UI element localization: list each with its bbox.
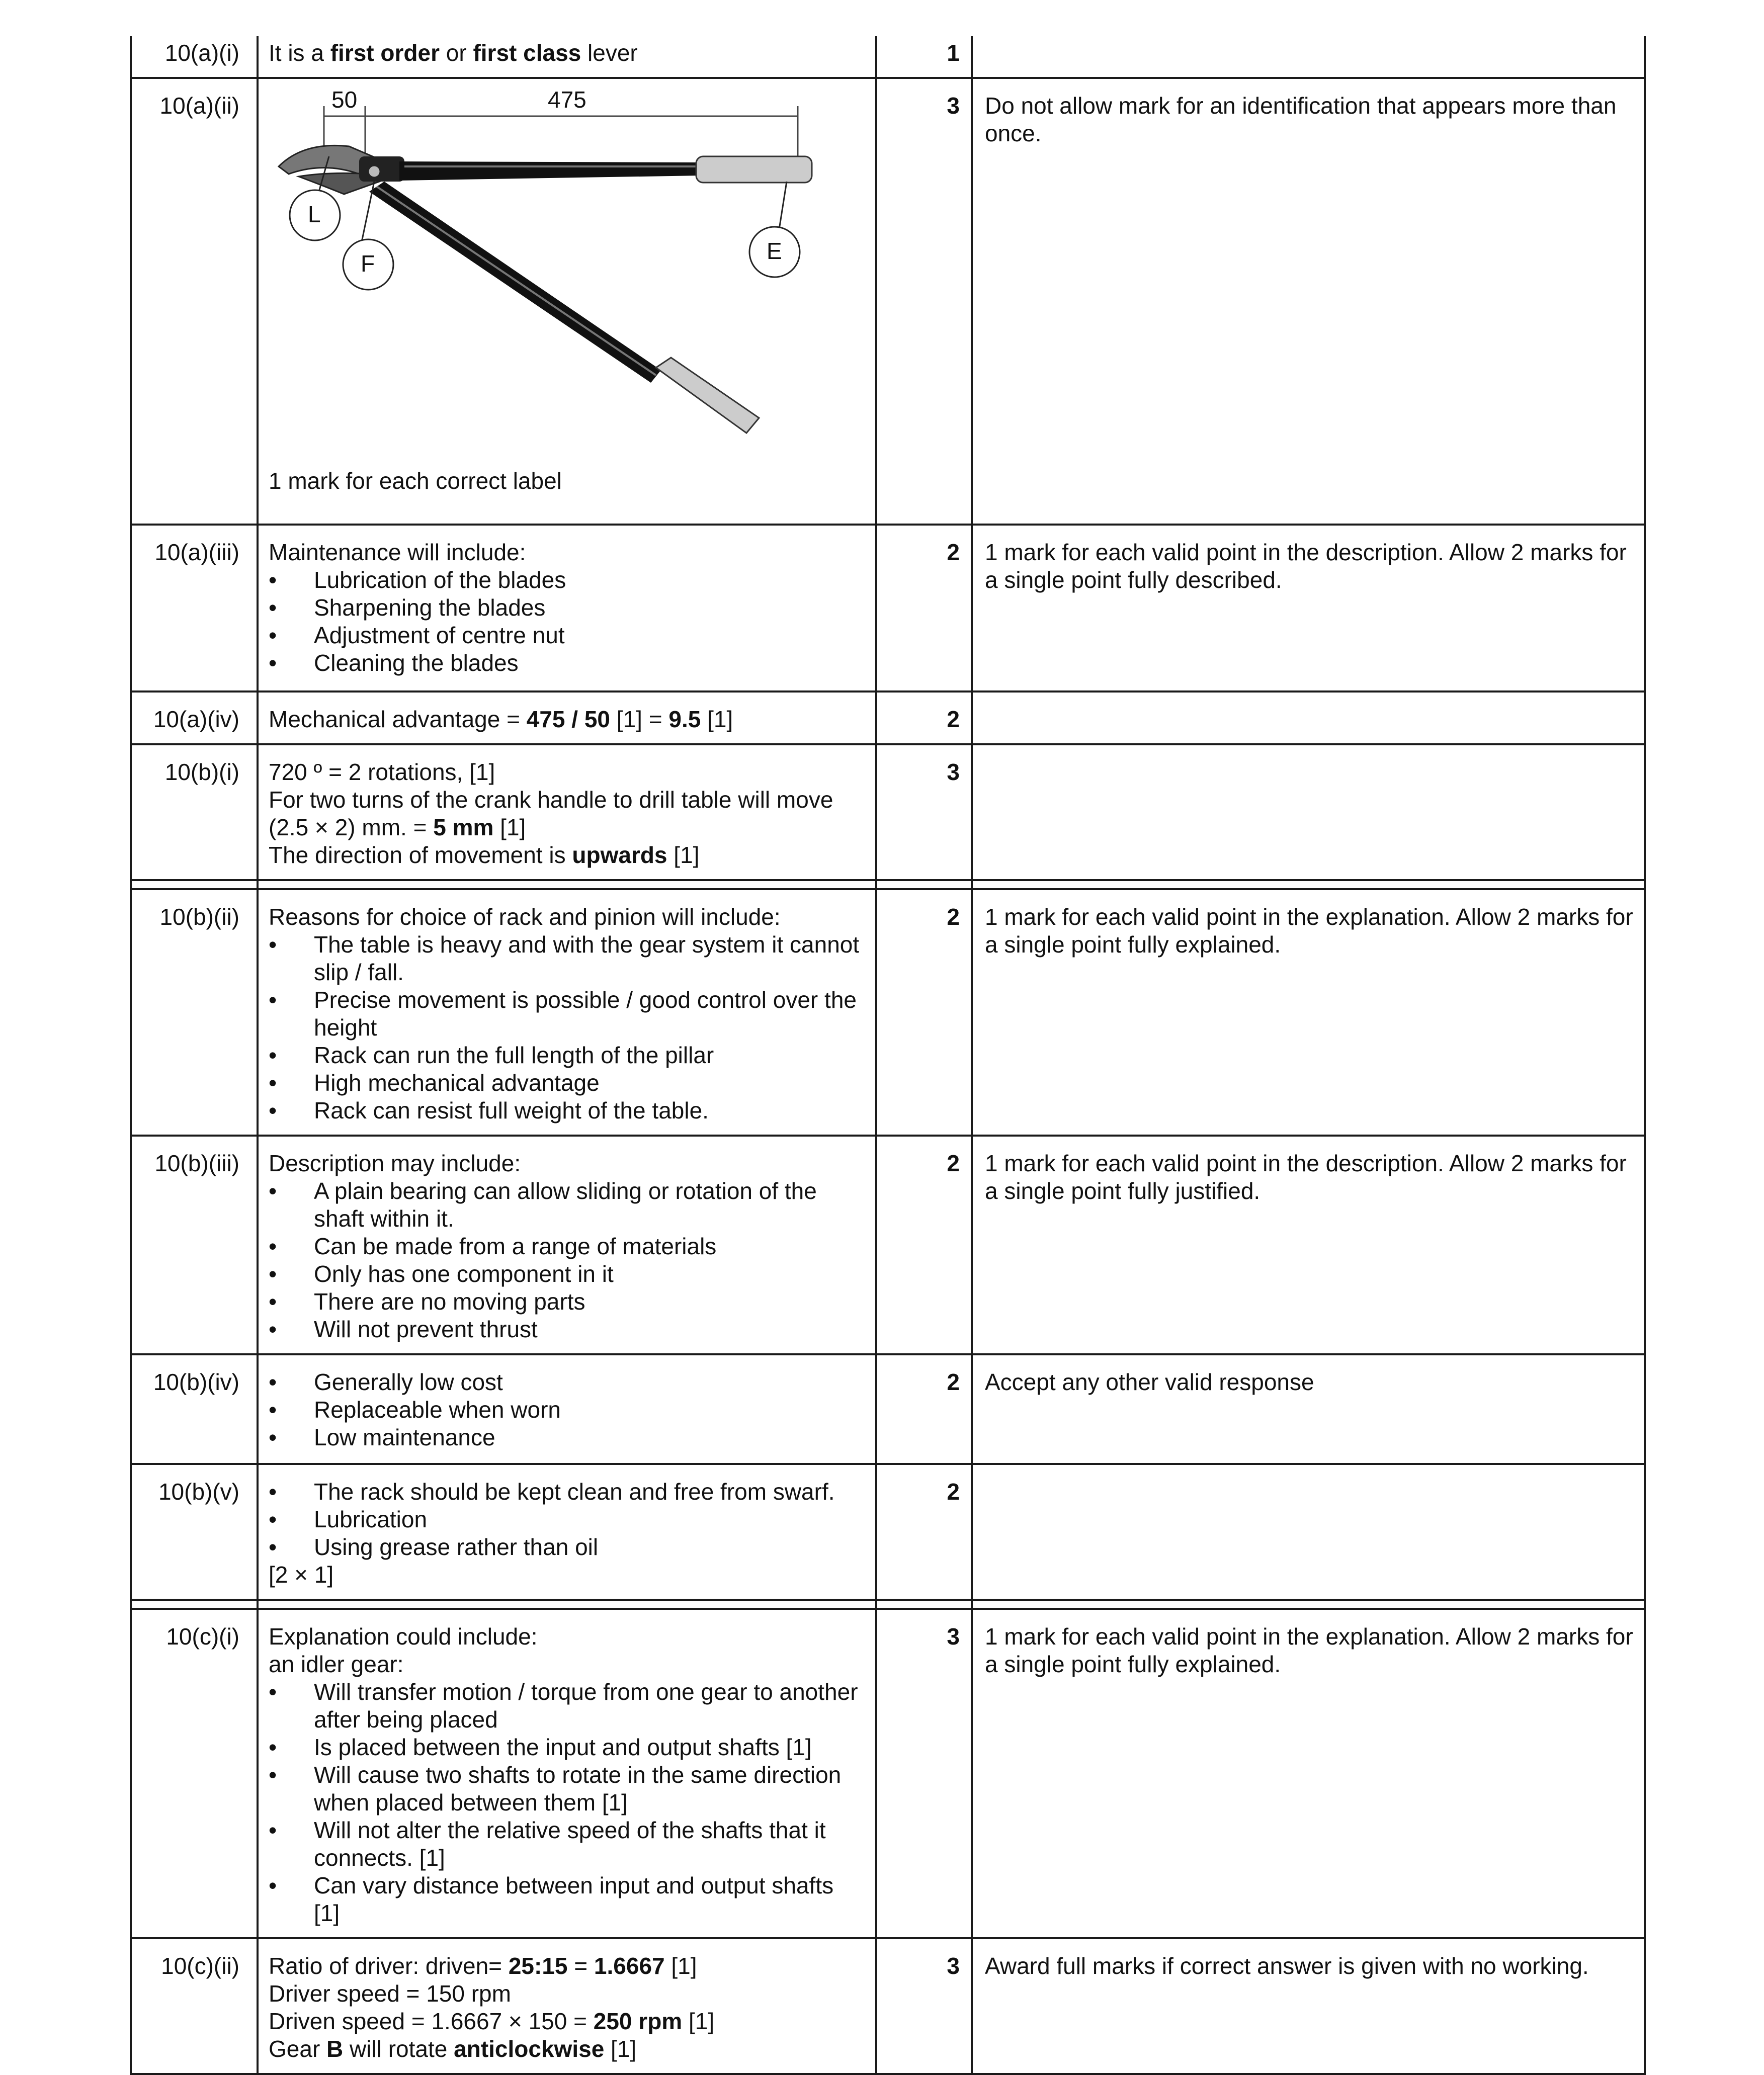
list-item: • Will transfer motion / torque from one gear to another after being placed <box>269 1678 865 1734</box>
answer-text: For two turns of the crank handle to drill table will move (2.5 × 2) mm. = <box>269 787 833 840</box>
effort-label: E <box>767 238 782 264</box>
answer-text: Driver speed = 150 rpm <box>269 1980 511 2007</box>
answer-text: [1] <box>664 1953 697 1979</box>
table-row <box>131 525 1645 691</box>
guidance-cell: 1 mark for each valid point in the description. Allow 2 marks for a single point fully justified. <box>972 1136 1645 1354</box>
table-row <box>131 78 1645 525</box>
answer-cell <box>258 744 876 880</box>
list-item: • Will not alter the relative speed of the shafts that it connects. [1] <box>269 1817 865 1872</box>
answer-text: 720 º = 2 rotations, [1] <box>269 759 495 785</box>
table-row <box>131 1464 1645 1600</box>
answer-key-term: 25:15 <box>508 1953 568 1979</box>
question-number: 10(a)(i) <box>131 36 258 78</box>
fulcrum-label: F <box>361 250 375 277</box>
answer-text: = <box>567 1953 594 1979</box>
table-row <box>131 1136 1645 1354</box>
table-row <box>131 744 1645 880</box>
question-number: 10(a)(iii) <box>131 525 258 691</box>
answer-text: Ratio of driver: driven= <box>269 1953 509 1979</box>
row-separator <box>131 1600 1645 1609</box>
answer-text: [1] <box>682 2008 715 2034</box>
answer-text <box>269 1952 865 1980</box>
guidance-cell <box>972 691 1645 744</box>
marks-cell: 2 <box>876 691 972 744</box>
guidance-cell: Do not allow mark for an identification that appears more than once. <box>972 78 1645 525</box>
list-item: • Rack can resist full weight of the table. <box>269 1097 865 1125</box>
marks-cell: 3 <box>876 744 972 880</box>
list-item: • Only has one component in it <box>269 1260 865 1288</box>
marks-cell: 2 <box>876 1464 972 1600</box>
answer-key-term: first class <box>473 40 581 66</box>
table-row <box>131 1938 1645 2074</box>
mark-scheme-table <box>130 36 1646 2075</box>
answer-text: Driven speed = 1.6667 × 150 = <box>269 2008 594 2034</box>
answer-text <box>269 786 865 841</box>
question-number: 10(a)(ii) <box>131 78 258 525</box>
marks-cell: 2 <box>876 1136 972 1354</box>
question-number: 10(b)(iv) <box>131 1354 258 1464</box>
guidance-cell: 1 mark for each valid point in the description. Allow 2 marks for a single point fully described. <box>972 525 1645 691</box>
list-item: • Sharpening the blades <box>269 594 865 622</box>
list-item: • Cleaning the blades <box>269 649 865 677</box>
answer-key-term: 250 rpm <box>593 2008 683 2034</box>
answer-key-term: B <box>326 2036 344 2062</box>
list-item: • Replaceable when worn <box>269 1396 865 1424</box>
dimension-label: 475 <box>548 87 586 113</box>
answer-text <box>269 2035 865 2063</box>
answer-cell <box>258 1136 876 1354</box>
question-number: 10(b)(v) <box>131 1464 258 1600</box>
list-item: • Adjustment of centre nut <box>269 622 865 649</box>
list-item: • High mechanical advantage <box>269 1069 865 1097</box>
guidance-cell: Award full marks if correct answer is given with no working. <box>972 1938 1645 2074</box>
list-item: • Will cause two shafts to rotate in the same direction when placed between them [1] <box>269 1761 865 1817</box>
list-item: • Rack can run the full length of the pillar <box>269 1042 865 1069</box>
list-item: • Can be made from a range of materials <box>269 1233 865 1260</box>
answer-text: [1] <box>701 706 733 732</box>
guidance-cell <box>972 1464 1645 1600</box>
answer-key-term: 475 / 50 <box>526 706 611 732</box>
answer-cell <box>258 889 876 1136</box>
marks-cell: 3 <box>876 1609 972 1938</box>
list-item: • Lubrication <box>269 1506 865 1533</box>
table-row <box>131 691 1645 744</box>
answer-points <box>269 931 865 1125</box>
answer-text: The direction of movement is <box>269 842 572 868</box>
list-item: • Using grease rather than oil <box>269 1533 865 1561</box>
list-item: • Can vary distance between input and output shafts [1] <box>269 1872 865 1927</box>
answer-text: [1] = <box>610 706 669 732</box>
list-item: • Low maintenance <box>269 1424 865 1451</box>
answer-intro: an idler gear: <box>269 1651 404 1677</box>
answer-cell <box>258 1938 876 2074</box>
answer-cell <box>258 78 876 525</box>
answer-cell <box>258 36 876 78</box>
dimension-label: 50 <box>331 87 358 113</box>
mark-allocation: [2 × 1] <box>269 1562 334 1588</box>
answer-text: Mechanical advantage = <box>269 706 527 732</box>
answer-text: [1] <box>604 2036 637 2062</box>
lopper-diagram <box>269 86 872 458</box>
guidance-cell <box>972 36 1645 78</box>
list-item: • Is placed between the input and output shafts [1] <box>269 1734 865 1761</box>
list-item: • Generally low cost <box>269 1368 865 1396</box>
row-separator <box>131 880 1645 889</box>
answer-cell <box>258 1354 876 1464</box>
answer-text: It is a <box>269 40 330 66</box>
table-row <box>131 1609 1645 1938</box>
answer-intro: Description may include: <box>269 1150 521 1176</box>
lopper-illustration <box>269 86 872 458</box>
marks-cell: 3 <box>876 1938 972 2074</box>
marks-cell: 2 <box>876 1354 972 1464</box>
answer-points <box>269 1368 865 1451</box>
question-number: 10(b)(iii) <box>131 1136 258 1354</box>
list-item: • There are no moving parts <box>269 1288 865 1316</box>
answer-text: [1] <box>493 814 526 840</box>
marks-cell: 2 <box>876 889 972 1136</box>
question-number: 10(c)(i) <box>131 1609 258 1938</box>
answer-text: [1] <box>667 842 700 868</box>
answer-text <box>269 841 865 869</box>
question-number: 10(c)(ii) <box>131 1938 258 2074</box>
list-item: • The table is heavy and with the gear system it cannot slip / fall. <box>269 931 865 986</box>
list-item: • Precise movement is possible / good control over the height <box>269 986 865 1042</box>
list-item: • Will not prevent thrust <box>269 1316 865 1343</box>
answer-points <box>269 566 865 677</box>
answer-text: lever <box>581 40 638 66</box>
answer-cell <box>258 1609 876 1938</box>
marks-cell: 2 <box>876 525 972 691</box>
guidance-cell <box>972 744 1645 880</box>
answer-cell <box>258 525 876 691</box>
marks-cell: 3 <box>876 78 972 525</box>
answer-points <box>269 1177 865 1343</box>
answer-points <box>269 1478 865 1561</box>
table-row <box>131 889 1645 1136</box>
answer-key-term: 5 mm <box>433 814 494 840</box>
table-row <box>131 36 1645 78</box>
list-item: • Lubrication of the blades <box>269 566 865 594</box>
answer-text: or <box>439 40 473 66</box>
answer-key-term: upwards <box>572 842 667 868</box>
question-number: 10(a)(iv) <box>131 691 258 744</box>
answer-key-term: first order <box>330 40 440 66</box>
answer-key-term: anticlockwise <box>454 2036 605 2062</box>
answer-cell <box>258 691 876 744</box>
answer-text <box>269 2008 865 2035</box>
guidance-cell: 1 mark for each valid point in the explanation. Allow 2 marks for a single point fully explained. <box>972 889 1645 1136</box>
guidance-cell: 1 mark for each valid point in the explanation. Allow 2 marks for a single point fully explained. <box>972 1609 1645 1938</box>
answer-key-term: 1.6667 <box>594 1953 665 1979</box>
answer-intro: Reasons for choice of rack and pinion will include: <box>269 904 781 930</box>
table-row <box>131 1354 1645 1464</box>
answer-intro: Explanation could include: <box>269 1623 538 1650</box>
answer-text: will rotate <box>343 2036 454 2062</box>
answer-points <box>269 1678 865 1927</box>
answer-key-term: 9.5 <box>668 706 701 732</box>
marks-cell: 1 <box>876 36 972 78</box>
question-number: 10(b)(i) <box>131 744 258 880</box>
load-label: L <box>308 201 321 227</box>
answer-intro: Maintenance will include: <box>269 539 526 565</box>
answer-text: Gear <box>269 2036 327 2062</box>
question-number: 10(b)(ii) <box>131 889 258 1136</box>
diagram-caption: 1 mark for each correct label <box>269 468 562 494</box>
list-item: • The rack should be kept clean and free from swarf. <box>269 1478 865 1506</box>
list-item: • A plain bearing can allow sliding or rotation of the shaft within it. <box>269 1177 865 1233</box>
answer-cell <box>258 1464 876 1600</box>
guidance-cell: Accept any other valid response <box>972 1354 1645 1464</box>
